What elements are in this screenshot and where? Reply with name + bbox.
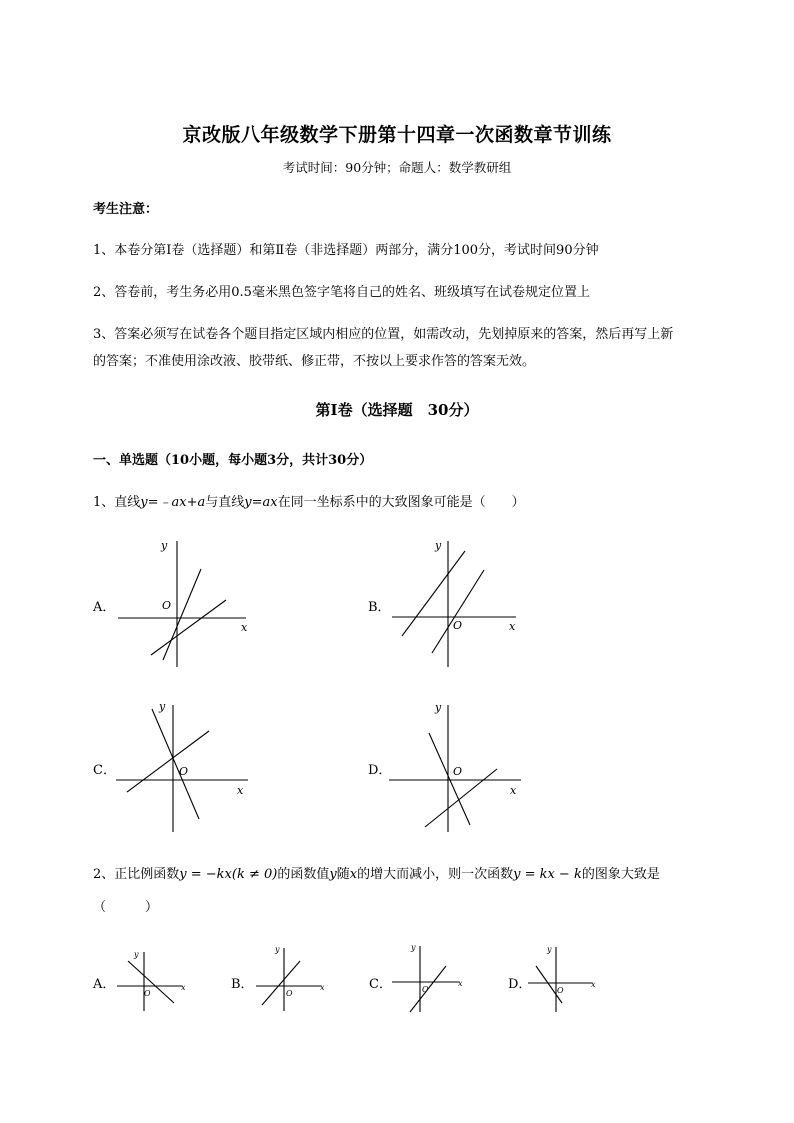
q2-eq2: y = kx − k	[513, 867, 582, 882]
origin-label: O	[144, 989, 151, 998]
part-heading: 一、单选题（10小题，每小题3分，共计30分）	[93, 453, 373, 468]
q2-stem-mid3: 的增大而减小，则一次函数	[357, 867, 514, 882]
q2-option-b[interactable]: B．	[231, 977, 254, 992]
x-axis-label: x	[458, 979, 463, 988]
y-axis-label: y	[411, 943, 416, 952]
x-axis-label: x	[509, 620, 516, 633]
page-subtitle: 考试时间：90分钟；命题人：数学教研组	[282, 160, 512, 175]
x-axis-label: x	[237, 784, 244, 797]
q1-option-a[interactable]: A．	[93, 600, 116, 615]
notice-item-1: 1、本卷分第I卷（选择题）和第Ⅱ卷（非选择题）两部分，满分100分，考试时间90分钟	[93, 243, 599, 258]
q1-option-d[interactable]: D．	[368, 763, 392, 778]
q1-option-c[interactable]: C．	[93, 763, 116, 778]
section-title: 第I卷（选择题 30分）	[315, 401, 479, 419]
q1-eq1: y=﹣ax+a	[140, 495, 206, 510]
origin-label: O	[453, 619, 463, 632]
q1-stem-prefix: 1、直线	[93, 495, 141, 510]
y-axis-label: y	[275, 945, 280, 954]
origin-label: O	[422, 985, 429, 994]
x-axis-label: x	[510, 784, 517, 797]
origin-label: O	[162, 599, 172, 612]
q1-stem-suffix: 在同一坐标系中的大致图象可能是（ ）	[277, 495, 525, 510]
q2-var-x: x	[349, 867, 358, 882]
q1-eq2: y=ax	[244, 495, 278, 510]
q2-var-y: y	[329, 867, 337, 882]
q2-option-a[interactable]: A．	[93, 977, 116, 992]
x-axis-label: x	[591, 980, 596, 989]
q2-stem-prefix: 2、正比例函数	[93, 867, 180, 882]
y-axis-label: y	[134, 950, 139, 959]
q2-option-c[interactable]: C．	[369, 977, 392, 992]
origin-label: O	[453, 765, 463, 778]
y-axis-label: y	[547, 945, 552, 954]
origin-label: O	[557, 986, 564, 995]
y-axis-label: y	[435, 701, 442, 714]
y-axis-label: y	[435, 539, 442, 552]
q2-eq1: y = −kx(k ≠ 0)	[179, 867, 278, 882]
x-axis-label: x	[181, 983, 186, 992]
page-title: 京改版八年级数学下册第十四章一次函数章节训练	[182, 124, 612, 146]
q2-stem-suffix: 的图象大致是	[581, 867, 660, 882]
q1-option-b[interactable]: B．	[368, 600, 391, 615]
notice-item-3-cont: 的答案；不准使用涂改液、胶带纸、修正带，不按以上要求作答的答案无效。	[93, 354, 536, 369]
q2-stem-mid2: 随	[336, 867, 350, 882]
notice-item-2: 2、答卷前，考生务必用0.5毫米黑色签字笔将自己的姓名、班级填写在试卷规定位置上	[93, 285, 590, 300]
q2-option-d[interactable]: D．	[508, 977, 532, 992]
origin-label: O	[179, 765, 189, 778]
q2-answer-blank: （ ）	[93, 900, 159, 915]
q1-stem-mid: 与直线	[205, 495, 245, 510]
x-axis-label: x	[320, 983, 325, 992]
notice-heading: 考生注意：	[93, 202, 159, 217]
origin-label: O	[286, 989, 293, 998]
line-1	[536, 966, 562, 1003]
y-axis-label: y	[161, 539, 168, 552]
y-axis-label: y	[159, 700, 166, 713]
notice-item-3: 3、答案必须写在试卷各个题目指定区域内相应的位置，如需改动，先划掉原来的答案，然后再写上新	[93, 327, 674, 342]
x-axis-label: x	[241, 621, 248, 634]
q2-stem-mid: 的函数值	[277, 867, 330, 882]
